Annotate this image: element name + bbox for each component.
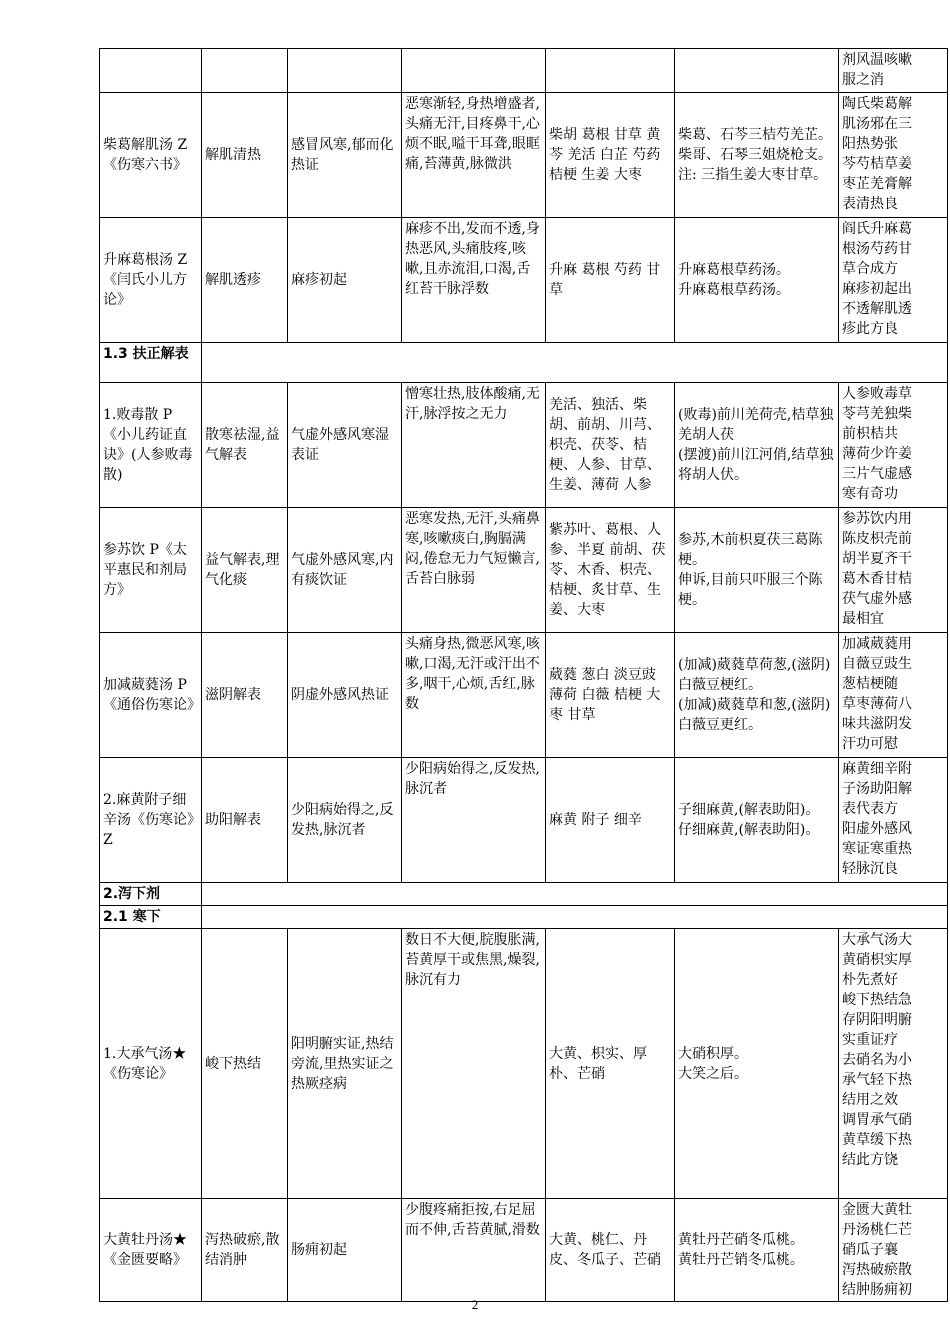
formula-indication: 麻疹初起	[288, 218, 402, 343]
mnemonic-line: 子汤助阳解	[842, 781, 912, 797]
mnemonic-line: 加减葳蕤用	[842, 636, 912, 652]
mnemonic-line: 陈皮枳壳前	[842, 531, 912, 547]
mnemonic-cell	[839, 93, 948, 218]
mnemonic-cell	[839, 1199, 948, 1302]
mnemonic-line: 去硝名为小	[842, 1052, 912, 1068]
mnemonic-cell	[839, 633, 948, 758]
mnemonic-line: 芩芍桔草姜	[842, 156, 912, 172]
formula-notes	[675, 929, 839, 1199]
note-line: 升麻葛根草药汤。	[678, 282, 790, 298]
note-line: (败毒)前川羌荷壳,桔草独羌胡人茯	[678, 407, 834, 443]
mnemonic-line: 茯气虚外感	[842, 591, 912, 607]
mnemonic-line: 薄荷少许姜	[842, 446, 912, 462]
formula-row	[100, 758, 948, 883]
mnemonic-line: 表代表方	[842, 801, 898, 817]
formula-herbs: 葳蕤 葱白 淡豆豉 薄荷 白薇 桔梗 大枣 甘草	[546, 633, 675, 758]
formula-effect: 解肌透疹	[202, 218, 288, 343]
formula-symptoms: 麻疹不出,发而不透,身热恶风,头痛肢疼,咳嗽,且赤流泪,口渴,舌红苔干脉浮数	[402, 218, 546, 343]
formula-name: 参苏饮 P《太平惠民和剂局方》	[100, 508, 202, 633]
mnemonic-line: 剂风温咳嗽	[842, 52, 912, 68]
mnemonic-line: 表清热良	[842, 196, 898, 212]
formula-indication: 阴虚外感风热证	[288, 633, 402, 758]
mnemonic-line: 肌汤邪在三	[842, 116, 912, 132]
formula-notes	[675, 508, 839, 633]
note-line: 柴葛、石芩三桔芍羌芷。	[678, 127, 832, 143]
note-line: 柴哥、石琴三姐烧枪支。	[678, 147, 832, 163]
section-row	[100, 883, 948, 906]
formula-herbs: 羌活、独活、柴胡、前胡、川芎、枳壳、茯苓、桔梗、人参、甘草、生姜、薄荷 人参	[546, 383, 675, 508]
mnemonic-line: 结用之效	[842, 1092, 898, 1108]
mnemonic-line: 朴先煮好	[842, 972, 898, 988]
mnemonic-line: 参苏饮内用	[842, 511, 912, 527]
formula-symptoms: 恶寒渐轻,身热增盛者,头痛无汗,目疼鼻干,心烦不眠,嗌干耳聋,眼眶痛,苔薄黄,脉微洪	[402, 93, 546, 218]
section-blank	[202, 343, 948, 383]
formula-herbs: 紫苏叶、葛根、人参、半夏 前胡、茯苓、木香、枳壳、 桔梗、炙甘草、生姜、大枣	[546, 508, 675, 633]
mnemonic-line: 服之消	[842, 72, 884, 88]
mnemonic-line: 丹汤桃仁芒	[842, 1222, 912, 1238]
formula-effect: 滋阴解表	[202, 633, 288, 758]
empty-cell	[546, 49, 675, 93]
mnemonic-line: 胡半夏齐干	[842, 551, 912, 567]
formula-name: 柴葛解肌汤 Z《伤寒六书》	[100, 93, 202, 218]
formula-effect: 益气解表,理气化痰	[202, 508, 288, 633]
formula-effect: 峻下热结	[202, 929, 288, 1199]
formula-herbs: 大黄、枳实、厚朴、芒硝	[546, 929, 675, 1199]
mnemonic-line: 阳热势张	[842, 136, 898, 152]
mnemonic-line: 不透解肌透	[842, 301, 912, 317]
mnemonic-line: 葱桔梗随	[842, 676, 898, 692]
mnemonic-line: 三片气虚感	[842, 466, 912, 482]
formula-indication: 气虚外感风寒湿表证	[288, 383, 402, 508]
mnemonic-line: 苓芎羌独柴	[842, 406, 912, 422]
mnemonic-line: 寒有奇功	[842, 486, 898, 502]
formula-herbs: 柴胡 葛根 甘草 黄芩 羌活 白芷 芍药 桔梗 生姜 大枣	[546, 93, 675, 218]
formula-effect: 散寒祛湿,益气解表	[202, 383, 288, 508]
section-label: 2.泻下剂	[100, 883, 202, 906]
formula-row	[100, 1199, 948, 1302]
formula-notes	[675, 1199, 839, 1302]
mnemonic-line: 自薇豆豉生	[842, 656, 912, 672]
formula-notes	[675, 93, 839, 218]
formula-symptoms: 少阳病始得之,反发热,脉沉者	[402, 758, 546, 883]
mnemonic-line: 峻下热结急	[842, 992, 912, 1008]
formula-indication: 阳明腑实证,热结旁流,里热实证之热厥痉病	[288, 929, 402, 1199]
section-row	[100, 906, 948, 929]
mnemonic-line: 疹此方良	[842, 321, 898, 337]
mnemonic-line: 存阴阳明腑	[842, 1012, 912, 1028]
note-line: (加减)葳蕤草和葱,(滋阴)白薇豆更红。	[678, 697, 831, 733]
formula-herbs: 大黄、桃仁、丹皮、冬瓜子、芒硝	[546, 1199, 675, 1302]
empty-cell	[288, 49, 402, 93]
note-line: 黄牡丹芒销冬瓜桃。	[678, 1252, 804, 1268]
formula-indication: 气虚外感风寒,内有痰饮证	[288, 508, 402, 633]
section-label: 1.3 扶正解表	[100, 343, 202, 383]
mnemonic-line: 阎氏升麻葛	[842, 221, 912, 237]
note-line: 仔细麻黄,(解表助阳)。	[678, 822, 820, 838]
formula-symptoms: 恶寒发热,无汗,头痛鼻寒,咳嗽痰白,胸膈满闷,倦怠无力气短懒言,舌苔白脉弱	[402, 508, 546, 633]
formula-notes	[675, 383, 839, 508]
formula-name: 加减葳蕤汤 P《通俗伤寒论》	[100, 633, 202, 758]
mnemonic-line: 枣芷羌膏解	[842, 176, 912, 192]
mnemonic-line: 泻热破瘀散	[842, 1262, 912, 1278]
formula-indication: 少阳病始得之,反发热,脉沉者	[288, 758, 402, 883]
note-line: 参苏,木前枳夏茯三葛陈梗。	[678, 532, 823, 568]
formula-row	[100, 633, 948, 758]
mnemonic-line: 麻疹初起出	[842, 281, 912, 297]
formula-effect: 助阳解表	[202, 758, 288, 883]
formula-effect: 解肌清热	[202, 93, 288, 218]
mnemonic-line: 葛木香甘桔	[842, 571, 912, 587]
formula-name: 1.败毒散 P《小儿药证直诀》(人参败毒散)	[100, 383, 202, 508]
formula-herbs: 麻黄 附子 细辛	[546, 758, 675, 883]
formula-row	[100, 929, 948, 1199]
mnemonic-line: 大承气汤大	[842, 932, 912, 948]
mnemonic-cell	[839, 508, 948, 633]
mnemonic-line: 调胃承气硝	[842, 1112, 912, 1128]
mnemonic-cell	[839, 929, 948, 1199]
note-line: 升麻葛根草药汤。	[678, 262, 790, 278]
formula-effect: 泻热破瘀,散结消肿	[202, 1199, 288, 1302]
formula-row	[100, 218, 948, 343]
mnemonic-line: 草合成方	[842, 261, 898, 277]
empty-cell	[100, 49, 202, 93]
note-line: 大硝积厚。	[678, 1045, 748, 1062]
mnemonic-line: 实重证疗	[842, 1032, 898, 1048]
note-line: (加减)葳蕤草荷葱,(滋阴)白薇豆梗红。	[678, 657, 831, 693]
mnemonic-line: 根汤芍药甘	[842, 241, 912, 257]
formula-name: 升麻葛根汤 Z《闫氏小儿方论》	[100, 218, 202, 343]
mnemonic-line: 陶氏柴葛解	[842, 96, 912, 112]
mnemonic-line: 结肿肠痈初	[842, 1282, 912, 1298]
mnemonic-line: 金匮大黄牡	[842, 1202, 912, 1218]
section-label: 2.1 寒下	[100, 906, 202, 929]
mnemonic-line: 汗功可慰	[842, 736, 898, 752]
continuation-row	[100, 49, 948, 93]
mnemonic-line: 阳虚外感风	[842, 821, 912, 837]
mnemonic-line: 硝瓜子襄	[842, 1242, 898, 1258]
mnemonic-line: 前枳桔共	[842, 426, 898, 442]
formula-row	[100, 93, 948, 218]
mnemonic-line: 轻脉沉良	[842, 861, 898, 877]
empty-cell	[675, 49, 839, 93]
mnemonic-line: 黄硝枳实厚	[842, 952, 912, 968]
note-line: 伸诉,目前只吓服三个陈梗。	[678, 572, 823, 608]
note-line: 黄牡丹芒硝冬瓜桃。	[678, 1232, 804, 1248]
mnemonic-cell	[839, 218, 948, 343]
note-line: (摆渡)前川江河俏,结草独将胡人伏。	[678, 447, 834, 483]
formula-notes	[675, 633, 839, 758]
mnemonic-line: 结此方饶	[842, 1152, 898, 1168]
mnemonic-line: 味共滋阴发	[842, 716, 912, 732]
formula-symptoms: 头痛身热,微恶风寒,咳嗽,口渴,无汗或汗出不多,咽干,心烦,舌红,脉数	[402, 633, 546, 758]
formula-notes	[675, 758, 839, 883]
formula-name: 大黄牡丹汤★《金匮要略》	[100, 1199, 202, 1302]
mnemonic-line: 最相宜	[842, 611, 884, 627]
mnemonic-line: 黄草缓下热	[842, 1132, 912, 1148]
mnemonic-cell	[839, 383, 948, 508]
empty-cell	[402, 49, 546, 93]
note-line: 注: 三指生姜大枣甘草。	[678, 167, 828, 183]
formula-indication: 肠痈初起	[288, 1199, 402, 1302]
formula-row	[100, 383, 948, 508]
note-line: 子细麻黄,(解表助阳)。	[678, 802, 820, 818]
mnemonic-line: 麻黄细辛附	[842, 761, 912, 777]
mnemonic-line: 承气轻下热	[842, 1072, 912, 1088]
formula-indication: 感冒风寒,郁而化热证	[288, 93, 402, 218]
empty-cell	[202, 49, 288, 93]
mnemonic-line: 寒证寒重热	[842, 841, 912, 857]
page-number: 2	[471, 1297, 479, 1312]
formula-herbs: 升麻 葛根 芍药 甘草	[546, 218, 675, 343]
formula-symptoms: 数日不大便,脘腹胀满,苔黄厚干或焦黑,燥裂,脉沉有力	[402, 929, 546, 1199]
mnemonic-line: 人参败毒草	[842, 386, 912, 402]
formula-table	[99, 48, 948, 1302]
formula-symptoms: 憎寒壮热,肢体酸痛,无汗,脉浮按之无力	[402, 383, 546, 508]
note-line: 大笑之后。	[678, 1065, 748, 1082]
formula-name: 1.大承气汤★《伤寒论》	[100, 929, 202, 1199]
formula-row	[100, 508, 948, 633]
section-row	[100, 343, 948, 383]
mnemonic-cell	[839, 758, 948, 883]
formula-symptoms: 少腹疼痛拒按,右足屈而不伸,舌苔黄腻,滑数	[402, 1199, 546, 1302]
section-blank	[202, 883, 948, 906]
formula-notes	[675, 218, 839, 343]
formula-name: 2.麻黄附子细辛汤《伤寒论》Z	[100, 758, 202, 883]
mnemonic-line: 草枣薄荷八	[842, 696, 912, 712]
mnemonic-cell	[839, 49, 948, 93]
section-blank	[202, 906, 948, 929]
